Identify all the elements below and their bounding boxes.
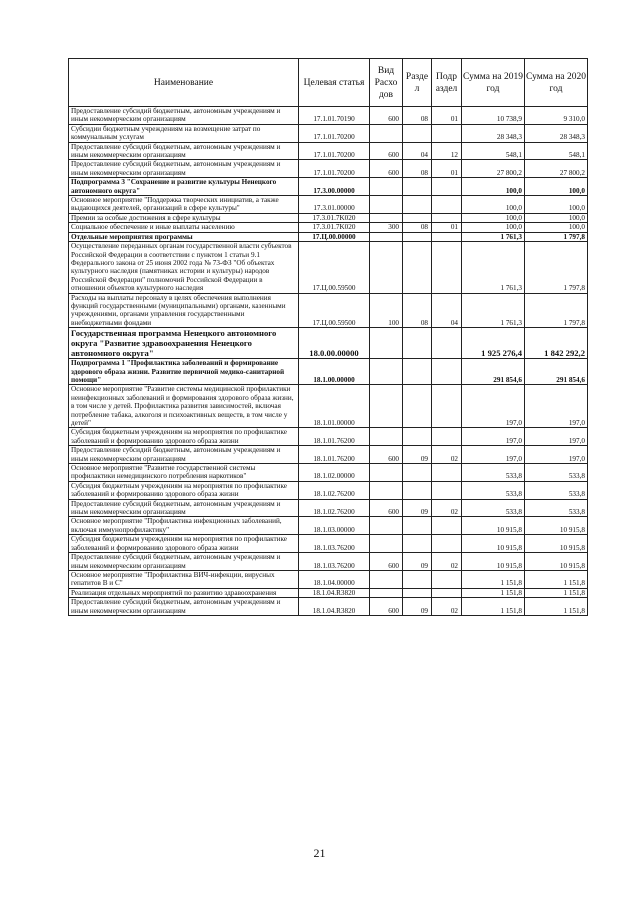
row-sum-2019: 28 348,3 (462, 124, 525, 142)
row-razdel (403, 385, 432, 428)
row-podrazdel (432, 178, 462, 196)
row-vid: 600 (370, 107, 403, 125)
row-target-code: 18.1.03.76200 (299, 553, 370, 571)
row-vid: 600 (370, 553, 403, 571)
row-target-code: 18.1.01.76200 (299, 446, 370, 464)
row-name: Реализация отдельных мероприятий по развитию здравоохранения (69, 588, 299, 597)
table-row (69, 223, 588, 232)
row-sum-2019: 1 761,3 (462, 232, 525, 241)
budget-table (68, 58, 588, 616)
table-row (69, 124, 588, 142)
table-row (69, 107, 588, 125)
row-razdel: 08 (403, 107, 432, 125)
row-target-code: 18.1.04.R3820 (299, 588, 370, 597)
row-sum-2020: 100,0 (525, 178, 588, 196)
row-vid (370, 481, 403, 499)
row-name: Предоставление субсидий бюджетным, автономным учреждениям и иным некоммерческим организациям (69, 446, 299, 464)
table-row (69, 428, 588, 446)
table-row (69, 359, 588, 385)
row-name: Предоставление субсидий бюджетным, автономным учреждениям и иным некоммерческим организациям (69, 142, 299, 160)
row-razdel: 09 (403, 598, 432, 616)
row-name: Основное мероприятие "Профилактика ВИЧ-инфекции, вирусных гепатитов В и С" (69, 570, 299, 588)
row-sum-2019: 1 151,8 (462, 570, 525, 588)
row-vid (370, 517, 403, 535)
row-podrazdel (432, 428, 462, 446)
row-vid (370, 213, 403, 222)
row-sum-2020: 100,0 (525, 223, 588, 232)
row-vid (370, 124, 403, 142)
row-sum-2019: 1 151,8 (462, 588, 525, 597)
table-row (69, 499, 588, 517)
row-sum-2019: 291 854,6 (462, 359, 525, 385)
row-target-code: 17.Ц.00.59500 (299, 242, 370, 293)
row-target-code: 18.1.02.00000 (299, 464, 370, 482)
row-podrazdel: 02 (432, 446, 462, 464)
row-vid (370, 535, 403, 553)
row-target-code: 18.0.00.00000 (299, 328, 370, 359)
row-podrazdel (432, 213, 462, 222)
row-podrazdel: 02 (432, 499, 462, 517)
row-name: Предоставление субсидий бюджетным, автономным учреждениям и иным некоммерческим организациям (69, 499, 299, 517)
row-name: Предоставление субсидий бюджетным, автономным учреждениям и иным некоммерческим организациям (69, 160, 299, 178)
table-row (69, 598, 588, 616)
row-vid: 300 (370, 223, 403, 232)
table-row (69, 446, 588, 464)
row-sum-2020: 533,8 (525, 481, 588, 499)
row-podrazdel (432, 570, 462, 588)
row-sum-2019: 1 925 276,4 (462, 328, 525, 359)
table-row (69, 293, 588, 328)
row-name: Субсидии бюджетным учреждениям на возмещение затрат по коммунальным услугам (69, 124, 299, 142)
row-vid: 600 (370, 598, 403, 616)
row-target-code: 18.1.04.R3820 (299, 598, 370, 616)
row-target-code: 17.Ц.00.00000 (299, 232, 370, 241)
row-vid (370, 328, 403, 359)
row-sum-2020: 533,8 (525, 499, 588, 517)
row-podrazdel: 12 (432, 142, 462, 160)
row-vid: 100 (370, 293, 403, 328)
row-target-code: 17.1.01.70200 (299, 124, 370, 142)
row-razdel (403, 517, 432, 535)
table-row (69, 328, 588, 359)
row-target-code: 17.3.01.7K020 (299, 213, 370, 222)
row-target-code: 18.1.04.00000 (299, 570, 370, 588)
table-row (69, 517, 588, 535)
row-name: Осуществление переданных органам государственной власти субъектов Российской Федерации в соответствии с пунктом 1 статьи 9.1 Федерального закона от 25 июня 2002 года № 73-ФЗ "Об объектах культурного наследия (памятниках истории и культуры) народов Российской Федерации" полномочий Российской Федерации в отношении объектов культурного наследия (69, 242, 299, 293)
row-podrazdel (432, 124, 462, 142)
row-target-code: 17.1.01.70200 (299, 142, 370, 160)
row-sum-2020: 100,0 (525, 213, 588, 222)
row-name: Расходы на выплаты персоналу в целях обеспечения выполнения функций государственными (муниципальными) органами, казенными учреждениями, органами управления государственными внебюджетными фондами (69, 293, 299, 328)
row-vid: 600 (370, 142, 403, 160)
budget-table-page (68, 58, 587, 616)
header-sum-2020: Сумма на 2020 год (525, 59, 588, 107)
header-name: Наименование (69, 59, 299, 107)
row-sum-2019: 10 915,8 (462, 517, 525, 535)
row-sum-2019: 197,0 (462, 428, 525, 446)
row-razdel (403, 232, 432, 241)
row-podrazdel (432, 535, 462, 553)
table-row (69, 385, 588, 428)
row-target-code: 17.1.01.70200 (299, 160, 370, 178)
row-vid (370, 196, 403, 214)
row-podrazdel (432, 196, 462, 214)
row-sum-2020: 291 854,6 (525, 359, 588, 385)
header-vid: Вид Расхо дов (370, 59, 403, 107)
row-vid (370, 588, 403, 597)
page-number: 21 (313, 846, 326, 860)
row-vid (370, 359, 403, 385)
row-name: Предоставление субсидий бюджетным, автономным учреждениям и иным некоммерческим организациям (69, 553, 299, 571)
table-row (69, 481, 588, 499)
row-podrazdel: 01 (432, 160, 462, 178)
row-razdel (403, 359, 432, 385)
header-sum-2019: Сумма на 2019 год (462, 59, 525, 107)
row-sum-2019: 100,0 (462, 223, 525, 232)
table-row (69, 160, 588, 178)
row-podrazdel (432, 517, 462, 535)
row-target-code: 18.1.01.00000 (299, 385, 370, 428)
row-razdel: 08 (403, 160, 432, 178)
row-name: Основное мероприятие "Профилактика инфекционных заболеваний, включая иммунопрофилактику" (69, 517, 299, 535)
row-podrazdel: 01 (432, 107, 462, 125)
row-vid (370, 178, 403, 196)
row-sum-2020: 9 310,0 (525, 107, 588, 125)
row-vid (370, 570, 403, 588)
row-target-code: 17.1.01.70190 (299, 107, 370, 125)
row-sum-2019: 548,1 (462, 142, 525, 160)
row-sum-2020: 1 842 292,2 (525, 328, 588, 359)
row-sum-2019: 100,0 (462, 178, 525, 196)
table-row (69, 570, 588, 588)
row-podrazdel (432, 232, 462, 241)
row-target-code: 18.1.00.00000 (299, 359, 370, 385)
row-podrazdel (432, 359, 462, 385)
row-vid (370, 464, 403, 482)
row-name: Предоставление субсидий бюджетным, автономным учреждениям и иным некоммерческим организациям (69, 598, 299, 616)
row-sum-2020: 1 151,8 (525, 598, 588, 616)
row-target-code: 17.Ц.00.59500 (299, 293, 370, 328)
row-sum-2019: 533,8 (462, 499, 525, 517)
table-row (69, 464, 588, 482)
row-target-code: 18.1.01.76200 (299, 428, 370, 446)
row-podrazdel: 02 (432, 553, 462, 571)
row-sum-2020: 533,8 (525, 464, 588, 482)
row-sum-2019: 533,8 (462, 464, 525, 482)
table-row (69, 232, 588, 241)
row-podrazdel: 01 (432, 223, 462, 232)
row-sum-2019: 27 800,2 (462, 160, 525, 178)
row-name: Основное мероприятие "Поддержка творческих инициатив, а также выдающихся деятелей, организаций в сфере культуры" (69, 196, 299, 214)
row-sum-2020: 28 348,3 (525, 124, 588, 142)
row-sum-2020: 10 915,8 (525, 517, 588, 535)
row-sum-2019: 10 738,9 (462, 107, 525, 125)
row-target-code: 18.1.02.76200 (299, 481, 370, 499)
table-row (69, 178, 588, 196)
row-sum-2020: 197,0 (525, 446, 588, 464)
row-sum-2020: 197,0 (525, 385, 588, 428)
row-vid (370, 232, 403, 241)
row-vid (370, 428, 403, 446)
row-name: Социальное обеспечение и иные выплаты населению (69, 223, 299, 232)
header-podrazdel: Подр аздел (432, 59, 462, 107)
table-row (69, 535, 588, 553)
row-sum-2020: 548,1 (525, 142, 588, 160)
row-name: Подпрограмма 3 "Сохранение и развитие культуры Ненецкого автономного округа" (69, 178, 299, 196)
row-sum-2019: 1 151,8 (462, 598, 525, 616)
row-vid: 600 (370, 499, 403, 517)
table-row (69, 213, 588, 222)
row-razdel (403, 196, 432, 214)
row-razdel (403, 570, 432, 588)
row-sum-2020: 10 915,8 (525, 535, 588, 553)
row-podrazdel: 04 (432, 293, 462, 328)
row-name: Государственная программа Ненецкого автономного округа "Развитие здравоохранения Ненецкого автономного округа" (69, 328, 299, 359)
row-podrazdel (432, 242, 462, 293)
row-razdel (403, 178, 432, 196)
row-vid (370, 242, 403, 293)
row-razdel: 08 (403, 223, 432, 232)
row-name: Подпрограмма 1 "Профилактика заболеваний и формирование здорового образа жизни. Развитие первичной медико-санитарной помощи" (69, 359, 299, 385)
row-sum-2019: 10 915,8 (462, 535, 525, 553)
table-row (69, 242, 588, 293)
row-target-code: 17.3.01.00000 (299, 196, 370, 214)
row-vid: 600 (370, 160, 403, 178)
row-sum-2020: 1 151,8 (525, 570, 588, 588)
row-sum-2020: 27 800,2 (525, 160, 588, 178)
row-target-code: 17.3.00.00000 (299, 178, 370, 196)
row-sum-2019: 533,8 (462, 481, 525, 499)
row-sum-2020: 10 915,8 (525, 553, 588, 571)
row-vid (370, 385, 403, 428)
row-sum-2020: 100,0 (525, 196, 588, 214)
row-razdel (403, 535, 432, 553)
row-sum-2019: 1 761,3 (462, 293, 525, 328)
table-row (69, 196, 588, 214)
row-sum-2020: 1 797,8 (525, 232, 588, 241)
row-razdel: 09 (403, 553, 432, 571)
row-razdel (403, 328, 432, 359)
table-header-row (69, 59, 588, 107)
row-razdel (403, 481, 432, 499)
row-razdel: 04 (403, 142, 432, 160)
row-sum-2019: 100,0 (462, 213, 525, 222)
row-podrazdel (432, 481, 462, 499)
row-podrazdel (432, 385, 462, 428)
row-razdel: 08 (403, 293, 432, 328)
row-razdel: 09 (403, 499, 432, 517)
header-target: Целевая статья (299, 59, 370, 107)
table-body (69, 107, 588, 616)
row-target-code: 18.1.02.76200 (299, 499, 370, 517)
row-name: Субсидия бюджетным учреждениям на мероприятия по профилактике заболеваний и формированию здорового образа жизни (69, 481, 299, 499)
row-podrazdel: 02 (432, 598, 462, 616)
table-row (69, 553, 588, 571)
row-razdel (403, 242, 432, 293)
row-name: Основное мероприятие "Развитие государственной системы профилактики немедицинского потребления наркотиков" (69, 464, 299, 482)
table-row (69, 588, 588, 597)
row-razdel (403, 213, 432, 222)
row-sum-2020: 1 797,8 (525, 293, 588, 328)
row-vid: 600 (370, 446, 403, 464)
row-podrazdel (432, 328, 462, 359)
row-podrazdel (432, 588, 462, 597)
row-podrazdel (432, 464, 462, 482)
row-name: Предоставление субсидий бюджетным, автономным учреждениям и иным некоммерческим организациям (69, 107, 299, 125)
row-razdel (403, 588, 432, 597)
row-sum-2019: 100,0 (462, 196, 525, 214)
row-name: Отдельные мероприятия программы (69, 232, 299, 241)
row-sum-2019: 197,0 (462, 385, 525, 428)
row-target-code: 18.1.03.00000 (299, 517, 370, 535)
row-name: Основное мероприятие "Развитие системы медицинской профилактики неинфекционных заболеваний и формирования здорового образа жизни, в том числе у детей. Профилактика развития зависимостей, включая потребление табака, алкоголя и психоактивных веществ, в том числе у детей" (69, 385, 299, 428)
header-razdel: Разде л (403, 59, 432, 107)
row-target-code: 17.3.01.7K020 (299, 223, 370, 232)
row-sum-2020: 1 797,8 (525, 242, 588, 293)
row-name: Премии за особые достижения в сфере культуры (69, 213, 299, 222)
row-target-code: 18.1.03.76200 (299, 535, 370, 553)
row-razdel (403, 428, 432, 446)
row-sum-2019: 1 761,3 (462, 242, 525, 293)
row-name: Субсидия бюджетным учреждениям на мероприятия по профилактике заболеваний и формированию здорового образа жизни (69, 535, 299, 553)
row-sum-2020: 197,0 (525, 428, 588, 446)
row-razdel (403, 124, 432, 142)
row-sum-2019: 197,0 (462, 446, 525, 464)
row-razdel: 09 (403, 446, 432, 464)
row-razdel (403, 464, 432, 482)
table-row (69, 142, 588, 160)
row-name: Субсидия бюджетным учреждениям на мероприятия по профилактике заболеваний и формированию здорового образа жизни (69, 428, 299, 446)
row-sum-2019: 10 915,8 (462, 553, 525, 571)
row-sum-2020: 1 151,8 (525, 588, 588, 597)
